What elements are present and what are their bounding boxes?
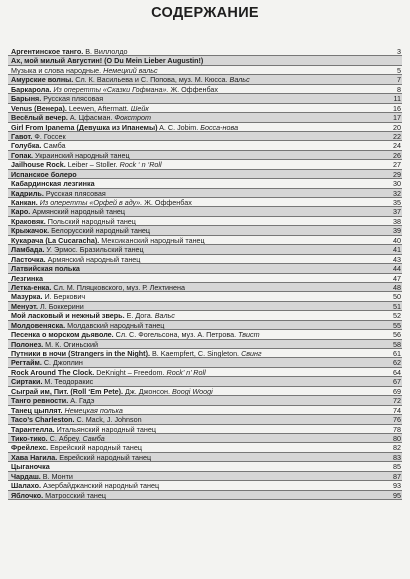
entry-credits: Молдавский народный танец bbox=[65, 320, 165, 330]
toc-row bbox=[8, 160, 402, 169]
entry-title: Испанское болеро bbox=[11, 169, 77, 179]
entry-title: Лезгинка bbox=[11, 273, 43, 283]
entry-credits: Сл. С. Фогельсона, муз. А. Петрова. bbox=[113, 330, 239, 340]
entry-style: Фокстрот bbox=[114, 113, 151, 123]
toc-row bbox=[8, 75, 402, 84]
page-number: 80 bbox=[393, 433, 401, 443]
page-number: 95 bbox=[393, 490, 401, 500]
toc-row bbox=[8, 396, 402, 405]
entry-title: Jailhouse Rock. bbox=[11, 160, 66, 170]
entry-title: Цыганочка bbox=[11, 462, 50, 472]
entry-title: Сыграй им, Пит. (Roll ‘Em Pete). bbox=[11, 386, 124, 396]
page-number: 39 bbox=[393, 226, 401, 236]
entry-credits: У. Эрмос. Бразильский танец bbox=[44, 245, 144, 255]
page-number: 51 bbox=[393, 301, 401, 311]
toc-row bbox=[8, 368, 402, 377]
entry-title: Канкан. bbox=[11, 198, 38, 207]
entry-credits: Матросский танец bbox=[43, 490, 107, 500]
toc-list bbox=[8, 47, 402, 500]
entry-title: Полонез. bbox=[11, 339, 44, 349]
toc-row bbox=[8, 264, 402, 273]
toc-row bbox=[8, 226, 402, 235]
entry-title: Латвийская полька bbox=[11, 264, 80, 274]
entry-style: Свинг bbox=[241, 349, 262, 358]
entry-credits: Еврейский народный танец bbox=[48, 443, 142, 453]
toc-row bbox=[8, 66, 402, 75]
page-number: 69 bbox=[393, 386, 401, 396]
page-number: 32 bbox=[393, 188, 401, 198]
entry-credits: М. Теодоракис bbox=[42, 377, 94, 387]
entry-credits: Белорусский народный танец bbox=[49, 226, 151, 236]
entry-title: Taco’s Charleston. bbox=[11, 415, 75, 425]
entry-title: Танец цыплят. bbox=[11, 405, 63, 415]
toc-row bbox=[8, 132, 402, 141]
entry-composer: Ж. Оффенбах bbox=[142, 198, 192, 207]
entry-credits: Украинский народный танец bbox=[33, 150, 130, 160]
entry-title: Менуэт. bbox=[11, 301, 38, 311]
page-number: 52 bbox=[393, 311, 401, 321]
page-number: 38 bbox=[393, 216, 401, 226]
toc-row bbox=[8, 198, 402, 207]
entry-credits: Еврейский народный танец bbox=[57, 452, 152, 462]
toc-row bbox=[8, 387, 402, 396]
entry-credits: C. Mack, J. Johnson bbox=[74, 415, 142, 425]
toc-row bbox=[8, 141, 402, 150]
entry-credits: Русская плясовая bbox=[43, 188, 106, 198]
toc-row bbox=[8, 274, 402, 283]
entry-title: Голубка. bbox=[11, 141, 42, 151]
entry-title: Мазурка. bbox=[11, 292, 43, 302]
toc-row bbox=[8, 415, 402, 424]
toc-row bbox=[8, 349, 402, 358]
toc-row bbox=[8, 321, 402, 330]
entry-credits: В. Виллолдо bbox=[83, 47, 128, 56]
toc-row bbox=[8, 283, 402, 292]
page-number: 40 bbox=[393, 235, 401, 245]
entry-credits: Leewen, Aftermatt. bbox=[66, 103, 131, 113]
entry-title: Гопак. bbox=[11, 150, 34, 160]
entry-title: Фрейлехс. bbox=[11, 443, 49, 453]
toc-row bbox=[8, 94, 402, 103]
page-title: СОДЕРЖАНИЕ bbox=[151, 5, 259, 21]
entry-title: Летка-енка. bbox=[11, 282, 52, 292]
toc-row bbox=[8, 340, 402, 349]
entry-style: Из оперетты «Сказки Гофмана». bbox=[53, 84, 169, 94]
entry-credits: С. Абреу. bbox=[47, 433, 83, 443]
page-number: 58 bbox=[393, 339, 401, 349]
entry-title: Барыня. bbox=[11, 94, 42, 104]
toc-row bbox=[8, 104, 402, 113]
entry-credits: С. Джоплин bbox=[41, 358, 83, 368]
toc-row bbox=[8, 47, 402, 56]
entry-style: Boogi Woogi bbox=[172, 386, 213, 396]
page-number: 43 bbox=[393, 254, 401, 264]
toc-row bbox=[8, 302, 402, 311]
entry-credits: Ф. Госсек bbox=[32, 131, 66, 141]
entry-credits: Л. Боккерини bbox=[38, 301, 84, 311]
entry-title: Регтайм. bbox=[11, 358, 42, 368]
toc-row bbox=[8, 311, 402, 320]
toc-row bbox=[8, 236, 402, 245]
page-number: 67 bbox=[393, 377, 401, 387]
entry-title: Песенка о морском дьяволе. bbox=[11, 330, 114, 340]
toc-row bbox=[8, 56, 402, 65]
page-number: 16 bbox=[393, 103, 401, 113]
entry-title: Шалахо. bbox=[11, 481, 41, 491]
page-number: 82 bbox=[393, 443, 401, 453]
entry-title: Venus (Венера). bbox=[11, 103, 67, 113]
entry-credits: Армянский народный танец bbox=[30, 207, 126, 217]
toc-row bbox=[8, 425, 402, 434]
entry-title: Кадриль. bbox=[11, 188, 44, 198]
entry-title: Ласточка. bbox=[11, 254, 46, 264]
entry-credits: Самба bbox=[41, 141, 66, 151]
page-number: 83 bbox=[393, 452, 401, 462]
entry-title: Тико-тико. bbox=[11, 433, 48, 443]
toc-row bbox=[8, 85, 402, 94]
entry-title: Тарантелла. bbox=[11, 424, 55, 434]
toc-row bbox=[8, 472, 402, 481]
page-number: 85 bbox=[393, 462, 401, 472]
entry-credits: Армянский народный танец bbox=[45, 254, 141, 264]
page-number: 17 bbox=[393, 113, 401, 123]
page-number: 41 bbox=[393, 245, 401, 255]
page-number: 5 bbox=[397, 65, 401, 75]
entry-credits: A. C. Jobim. bbox=[157, 122, 201, 132]
page-number: 64 bbox=[393, 367, 401, 377]
entry-title: Кабардинская лезгинка bbox=[11, 179, 95, 189]
page-number: 47 bbox=[393, 273, 401, 283]
page-number: 22 bbox=[393, 131, 401, 141]
entry-credits: Музыка и слова народные. bbox=[11, 65, 104, 75]
page-number: 56 bbox=[393, 330, 401, 340]
toc-row bbox=[8, 292, 402, 301]
page-number: 72 bbox=[393, 396, 401, 406]
entry-style: Rock ‘ n ‘Roll bbox=[119, 160, 162, 170]
page-number: 29 bbox=[393, 169, 401, 179]
entry-title: Girl From Ipanema (Девушка из Ипанемы) bbox=[11, 122, 158, 132]
entry-style: Немецкий вальс bbox=[103, 65, 158, 75]
entry-style: Самба bbox=[82, 433, 105, 443]
page-number: 87 bbox=[393, 471, 401, 481]
entry-style: Rock’ n’ Roll bbox=[166, 367, 206, 377]
entry-credits: Азербайджанский народный танец bbox=[41, 481, 160, 491]
page-number: 50 bbox=[393, 292, 401, 302]
entry-credits: А. Цфасман. bbox=[67, 113, 115, 123]
entry-style: Вальс bbox=[154, 311, 175, 321]
page-number: 35 bbox=[393, 198, 401, 207]
entry-title: Ах, мой милый Августин! (O Du Mein Lieber Augustin!) bbox=[11, 56, 204, 66]
entry-title: Кукарача (La Cucaracha). bbox=[11, 235, 100, 245]
page-number: 11 bbox=[393, 94, 401, 104]
page-number: 78 bbox=[393, 424, 401, 434]
toc-row bbox=[8, 434, 402, 443]
toc-row bbox=[8, 453, 402, 462]
toc-row bbox=[8, 217, 402, 226]
page-number: 74 bbox=[393, 405, 401, 415]
page-number: 37 bbox=[393, 207, 401, 217]
toc-row bbox=[8, 330, 402, 339]
page-number: 30 bbox=[393, 179, 401, 189]
entry-title: Крыжачок. bbox=[11, 226, 50, 236]
toc-row bbox=[8, 358, 402, 367]
toc-row bbox=[8, 151, 402, 160]
entry-credits: В. Монти bbox=[40, 471, 73, 481]
entry-credits: Польский народный танец bbox=[45, 216, 136, 226]
entry-title: Каро. bbox=[11, 207, 31, 217]
toc-row bbox=[8, 406, 402, 415]
entry-title: Гавот. bbox=[11, 131, 33, 141]
entry-credits: Leiber – Stoller. bbox=[65, 160, 120, 170]
toc-row bbox=[8, 491, 402, 500]
page-number: 48 bbox=[393, 282, 401, 292]
toc-row bbox=[8, 255, 402, 264]
toc-row bbox=[8, 179, 402, 188]
page-number: 62 bbox=[393, 358, 401, 368]
page-number: 7 bbox=[397, 75, 401, 85]
entry-credits: Е. Дога. bbox=[124, 311, 155, 321]
entry-credits: И. Беркович bbox=[42, 292, 86, 302]
toc-row bbox=[8, 207, 402, 216]
toc-row bbox=[8, 123, 402, 132]
entry-style: Вальс bbox=[229, 75, 250, 85]
page-number: 61 bbox=[393, 349, 401, 358]
page-number: 20 bbox=[393, 122, 401, 132]
entry-credits: А. Гадэ bbox=[68, 396, 95, 406]
entry-credits: DeKnight – Freedom. bbox=[94, 367, 167, 377]
toc-row bbox=[8, 443, 402, 452]
toc-row bbox=[8, 113, 402, 122]
entry-title: Краковяк. bbox=[11, 216, 46, 226]
entry-title: Яблочко. bbox=[11, 490, 44, 500]
entry-title: Ламбада. bbox=[11, 245, 45, 255]
entry-credits: Мексиканский народный танец bbox=[99, 235, 205, 245]
page-number: 3 bbox=[397, 47, 401, 56]
entry-style: Немецкая полька bbox=[64, 405, 123, 415]
toc-row bbox=[8, 462, 402, 471]
entry-credits: М. К. Огиньский bbox=[43, 339, 99, 349]
toc-row bbox=[8, 245, 402, 254]
entry-style: Босса-нова bbox=[200, 122, 239, 132]
entry-credits: Итальянский народный танец bbox=[54, 424, 156, 434]
entry-title: Баркарола. bbox=[11, 84, 52, 94]
entry-title: Rock Around The Clock. bbox=[11, 367, 95, 377]
entry-title: Весёлый вечер. bbox=[11, 113, 68, 123]
entry-title: Амурские волны. bbox=[11, 75, 74, 85]
entry-title: Аргентинское танго. bbox=[11, 47, 84, 56]
entry-title: Сиртаки. bbox=[11, 377, 43, 387]
entry-title: Путники в ночи (Strangers in the Night). bbox=[11, 349, 150, 358]
entry-credits: Дж. Джонсон. bbox=[123, 386, 172, 396]
entry-title: Танго ревности. bbox=[11, 396, 69, 406]
page-number: 26 bbox=[393, 150, 401, 160]
toc-row bbox=[8, 170, 402, 179]
entry-credits: B. Kaempfert, C. Singleton. bbox=[149, 349, 242, 358]
page-number: 24 bbox=[393, 141, 401, 151]
toc-row bbox=[8, 481, 402, 490]
entry-composer: Ж. Оффенбах bbox=[168, 84, 219, 94]
entry-style: Шейк bbox=[130, 103, 149, 113]
entry-title: Чардаш. bbox=[11, 471, 41, 481]
page-number: 93 bbox=[393, 481, 401, 491]
entry-style: Твист bbox=[238, 330, 260, 340]
toc-row bbox=[8, 377, 402, 386]
row-divider bbox=[8, 499, 402, 500]
page-number: 55 bbox=[393, 320, 401, 330]
entry-style: Из оперетты «Орфей в аду». bbox=[39, 198, 143, 207]
entry-title: Молдовеняска. bbox=[11, 320, 66, 330]
entry-credits: Сл. К. Васильева и С. Попова, муз. М. Кюсса. bbox=[73, 75, 230, 85]
page-number: 27 bbox=[393, 160, 401, 170]
entry-credits: Сл. М. Пляцковского, муз. Р. Лехтинена bbox=[51, 282, 185, 292]
entry-title: Хава Нагила. bbox=[11, 452, 58, 462]
toc-row bbox=[8, 189, 402, 198]
page-number: 8 bbox=[397, 84, 401, 94]
entry-credits: Русская плясовая bbox=[41, 94, 104, 104]
page-number: 76 bbox=[393, 415, 401, 425]
page-number: 44 bbox=[393, 264, 401, 274]
entry-title: Мой ласковый и нежный зверь. bbox=[11, 311, 125, 321]
